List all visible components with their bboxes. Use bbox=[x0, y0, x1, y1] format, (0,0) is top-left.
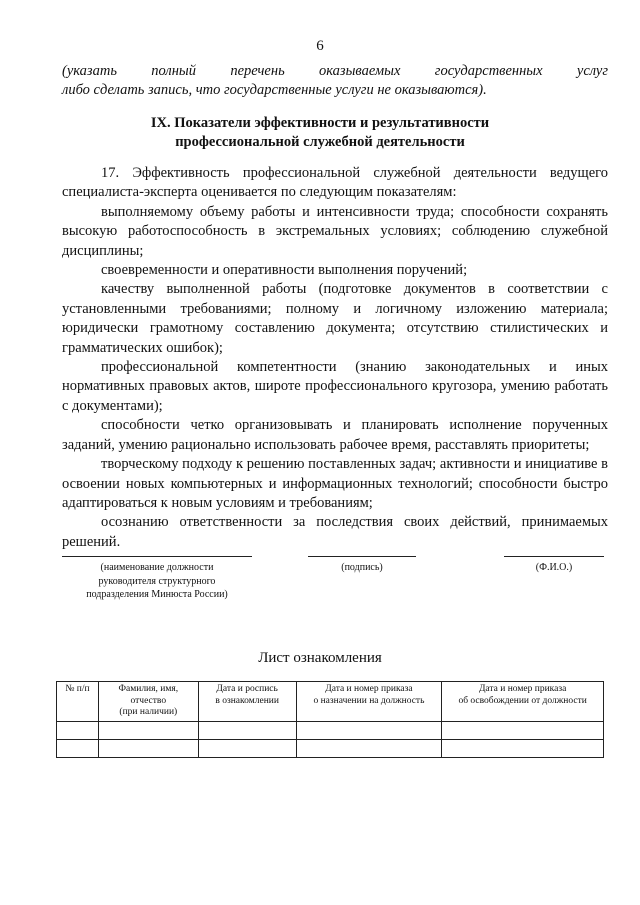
table-row bbox=[57, 739, 604, 757]
section-heading-line-1: IX. Показатели эффективности и результативности bbox=[150, 115, 490, 131]
position-caption-line-3: подразделения Минюста России) bbox=[86, 589, 228, 600]
indicator-quality: качеству выполненной работы (подготовке документов в соответствии с установленными требованиями; полному и логичному изложению материала; юридически грамотному составлению документа; отсутствию стилистических и грамматических ошибок); bbox=[62, 281, 608, 356]
indicator-competence: профессиональной компетентности (знанию законодательных и иных нормативных правовых актов, широте профессионального кругозора, умению работать с документами); bbox=[62, 359, 608, 414]
table-cell bbox=[198, 721, 296, 739]
name-caption: (Ф.И.О.) bbox=[535, 562, 573, 573]
section-body bbox=[62, 164, 608, 552]
signature-caption: (подпись) bbox=[341, 562, 383, 573]
position-line bbox=[62, 556, 252, 557]
indicator-timeliness: своевременности и оперативности выполнения поручений; bbox=[101, 262, 468, 279]
indicator-responsibility: осознанию ответственности за последствия своих действий, принимаемых решений. bbox=[62, 514, 608, 550]
paragraph-17: 17. Эффективность профессиональной служебной деятельности ведущего специалиста-эксперта оценивается по следующим показателям: bbox=[62, 165, 608, 201]
indicator-organization: способности четко организовывать и планировать исполнение порученных заданий, умению рационально использовать рабочее время, расставлять приоритеты; bbox=[62, 417, 608, 453]
header-appointment-order-line-1: Дата и номер приказа bbox=[325, 684, 413, 694]
acquaintance-title: Лист ознакомления bbox=[258, 650, 382, 666]
name-line bbox=[504, 556, 604, 557]
header-dismissal-order bbox=[442, 682, 604, 722]
acquaintance-table bbox=[56, 681, 604, 758]
indicator-creativity: творческому подходу к решению поставленных задач; активности и инициативе в освоении новых компьютерных и информационных технологий; способности быстро адаптироваться к новым условиям и требованиям; bbox=[62, 456, 608, 511]
header-date-signature-line-2: в ознакомлении bbox=[215, 695, 279, 706]
table-row bbox=[57, 721, 604, 739]
table-cell bbox=[296, 739, 442, 757]
header-dismissal-order-line-1: Дата и номер приказа bbox=[478, 684, 567, 694]
page-number: 6 bbox=[316, 38, 324, 54]
header-appointment-order-line-2: о назначении на должность bbox=[313, 695, 425, 706]
table-cell bbox=[198, 739, 296, 757]
table-cell bbox=[442, 721, 604, 739]
header-full-name-line-2: отчество bbox=[130, 695, 167, 706]
position-caption-line-2: руководителя структурного bbox=[98, 575, 216, 587]
header-full-name bbox=[98, 682, 198, 722]
header-date-signature bbox=[198, 682, 296, 722]
services-note-line-2: либо сделать запись, что государственные услуги не оказываются). bbox=[62, 82, 487, 98]
table-cell bbox=[98, 739, 198, 757]
services-note-line-1: (указать полный перечень оказываемых государственных услуг bbox=[62, 63, 608, 79]
header-dismissal-order-line-2: об освобождении от должности bbox=[458, 695, 587, 706]
header-appointment-order bbox=[296, 682, 442, 722]
table-cell bbox=[296, 721, 442, 739]
header-full-name-line-1: Фамилия, имя, bbox=[118, 684, 179, 694]
name-block bbox=[504, 556, 604, 575]
header-date-signature-line-1: Дата и роспись bbox=[216, 684, 278, 694]
table-header-row bbox=[57, 682, 604, 722]
header-number bbox=[57, 682, 99, 722]
table-cell bbox=[57, 721, 99, 739]
section-heading-line-2: профессиональной служебной деятельности bbox=[175, 134, 465, 150]
header-number-text: № п/п bbox=[65, 684, 90, 694]
position-caption-line-1: (наименование должности bbox=[100, 562, 214, 573]
table-cell bbox=[57, 739, 99, 757]
table-cell bbox=[98, 721, 198, 739]
table-cell bbox=[442, 739, 604, 757]
signature-line bbox=[308, 556, 416, 557]
position-signature-block bbox=[62, 556, 252, 602]
indicator-volume: выполняемому объему работы и интенсивности труда; способности сохранять высокую работоспособность в экстремальных условиях; соблюдению служебной дисциплины; bbox=[62, 203, 608, 259]
header-full-name-line-3: (при наличии) bbox=[119, 707, 178, 717]
signature-block bbox=[308, 556, 416, 575]
section-heading bbox=[0, 114, 640, 152]
